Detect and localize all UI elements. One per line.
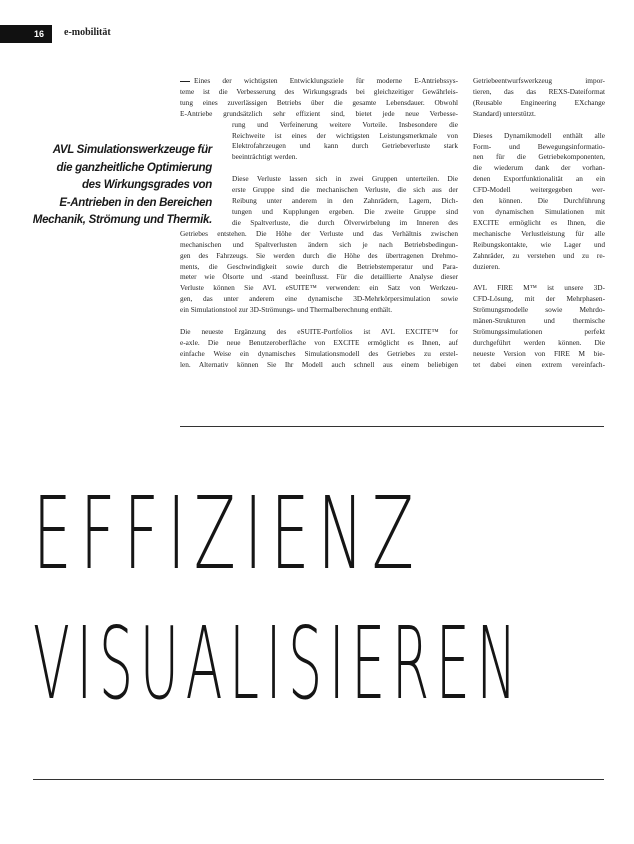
text-line: neueste Version von FIRE M bie- [473, 348, 605, 358]
text-line: Zahnräder, zu verstehen und zu re- [473, 250, 605, 260]
text-line: duzieren. [473, 261, 500, 271]
pull-quote-line: AVL Simulationswerkzeuge für [52, 144, 212, 156]
text-line: einfache Weise ein dynamisches Simulationsmodell des Getriebes zu erstel- [180, 348, 458, 358]
page-number: 16 [0, 25, 52, 43]
text-line: len. Alternativ können Sie Ihr Modell auch schnell aus einem beliebigen [180, 359, 458, 369]
text-line: den können. Die Durchführung [473, 196, 605, 206]
text-line: Strömungssimulationen perfekt [473, 327, 605, 337]
text-line: teme ist die Verbesserung des Wirkungsgrads bei gleichzeitiger Gewährleis- [180, 86, 458, 96]
text-line: Eines der wichtigsten Entwicklungsziele für moderne E-Antriebssys- [194, 76, 458, 85]
text-line: Verluste können Sie AVL eSUITE™ verwenden: ein Satz von Werkzeu- [180, 283, 458, 293]
text-line: EXCITE ermöglicht es Ihnen, die [473, 217, 605, 227]
text-line: Reibung unter anderem in den Zahnrädern, Lagern, Dich- [232, 196, 458, 206]
text-line: gen des Fahrzeugs. Sie werden durch die Höhe des übertragenen Drehmo- [180, 250, 458, 260]
text-line: tungen und Kupplungen ergeben. Die zweite Gruppe sind [232, 206, 458, 216]
dash-mark [180, 81, 190, 82]
text-line: mechanische Verlustleistung für alle [473, 228, 605, 238]
text-line: erste Gruppe sind die mechanischen Verluste, die sich aus der [232, 185, 458, 195]
text-line [180, 76, 458, 87]
pull-quote-line: Mechanik, Strömung und Thermik. [32, 214, 212, 226]
text-line: CFD-Modell weitergegeben wer- [473, 185, 605, 195]
text-line: mechanischen und Spaltverlusten ändern sich je nach Betriebsbedingun- [180, 239, 458, 249]
text-line: CFD-Lösung, mit der Mehrphasen- [473, 294, 605, 304]
body-column-2 [473, 76, 605, 371]
text-line: durchgeführt werden können. Die [473, 337, 605, 347]
text-line: AVL FIRE M™ ist unsere 3D- [473, 283, 605, 293]
pull-quote-line: des Wirkungsgrades von [81, 179, 212, 191]
headline-line-2: VISUALISIEREN [33, 605, 524, 722]
text-line: Getriebes entstehen. Die Höhe der Verluste und das Verhältnis zwischen [180, 228, 458, 238]
text-line: Diese Verluste lassen sich in zwei Gruppen unterteilen. Die [232, 174, 458, 184]
text-line: Standard) unterstützt. [473, 108, 536, 118]
text-line: meter wie Ölsorte und -stand beeinflusst. Für die detaillierte Analyse dieser [180, 272, 458, 282]
text-line: rung und Verfeinerung weitere Vorteile. Insbesondere die [232, 119, 458, 129]
text-line: von dynamischen Simulationen mit [473, 206, 605, 216]
text-line: Dieses Dynamikmodell enthält alle [473, 130, 605, 140]
text-line: tung eines zuverlässigen Betriebs über die gesamte Lebensdauer. Obwohl [180, 97, 458, 107]
text-line: ments, die Geschwindigkeit sowie durch die Betriebstemperatur und Para- [180, 261, 458, 271]
divider-rule [33, 779, 604, 780]
text-line: Reibungskontakte, wie Lager und [473, 239, 605, 249]
text-line: gen, das unter anderem eine dynamische 3D-Mehrkörpersimulation sowie [180, 294, 458, 304]
text-line: (Reusable Engineering EXchange [473, 97, 605, 107]
text-line: die wiederum dank der vorhan- [473, 163, 605, 173]
divider-rule [180, 426, 604, 427]
text-line: denen Exportfunktionalität an ein [473, 174, 605, 184]
headline-line-1: EFFIZIENZ [33, 475, 423, 592]
body-column-1 [180, 76, 458, 371]
text-line: tet dabei einen extrem vereinfach- [473, 359, 605, 369]
text-line: Elektrofahrzeugen und kann durch Getriebeverluste stark [232, 141, 458, 151]
text-line: die Spaltverluste, die durch Ölverwirbelung im Inneren des [232, 217, 458, 227]
text-line: Getriebeentwurfswerkzeug impor- [473, 76, 605, 85]
text-line: e-axle. Die neue Benutzeroberfläche von EXCITE ermöglicht es Ihnen, auf [180, 337, 458, 347]
text-line: Die neueste Ergänzung des eSUITE-Portfolios ist AVL EXCITE™ for [180, 327, 458, 337]
text-line: ein Simulationstool zur 3D-Strömungs- und Thermalberechnung enthält. [180, 305, 393, 315]
text-line: nen für die Getriebekomponenten, [473, 152, 605, 162]
text-line: E-Antriebe grundsätzlich sehr effizient sind, bietet jede neue Verbesse- [180, 108, 458, 118]
text-line: Strömungsmodelle sowie Mehrdo- [473, 305, 605, 315]
text-line: tieren, das das REXS-Dateiformat [473, 86, 605, 96]
text-line: Reichweite ist eines der wichtigsten Leistungsmerkmale von [232, 130, 458, 140]
text-line: mänen-Strukturen und thermische [473, 316, 605, 326]
section-label: e-mobilität [64, 27, 111, 38]
pull-quote-line: E-Antrieben in den Bereichen [59, 196, 212, 209]
pull-quote-line: die ganzheitliche Optimierung [56, 161, 212, 174]
text-line: Form- und Bewegungsinformatio- [473, 141, 605, 151]
text-line: beeinträchtigt werden. [232, 152, 298, 162]
